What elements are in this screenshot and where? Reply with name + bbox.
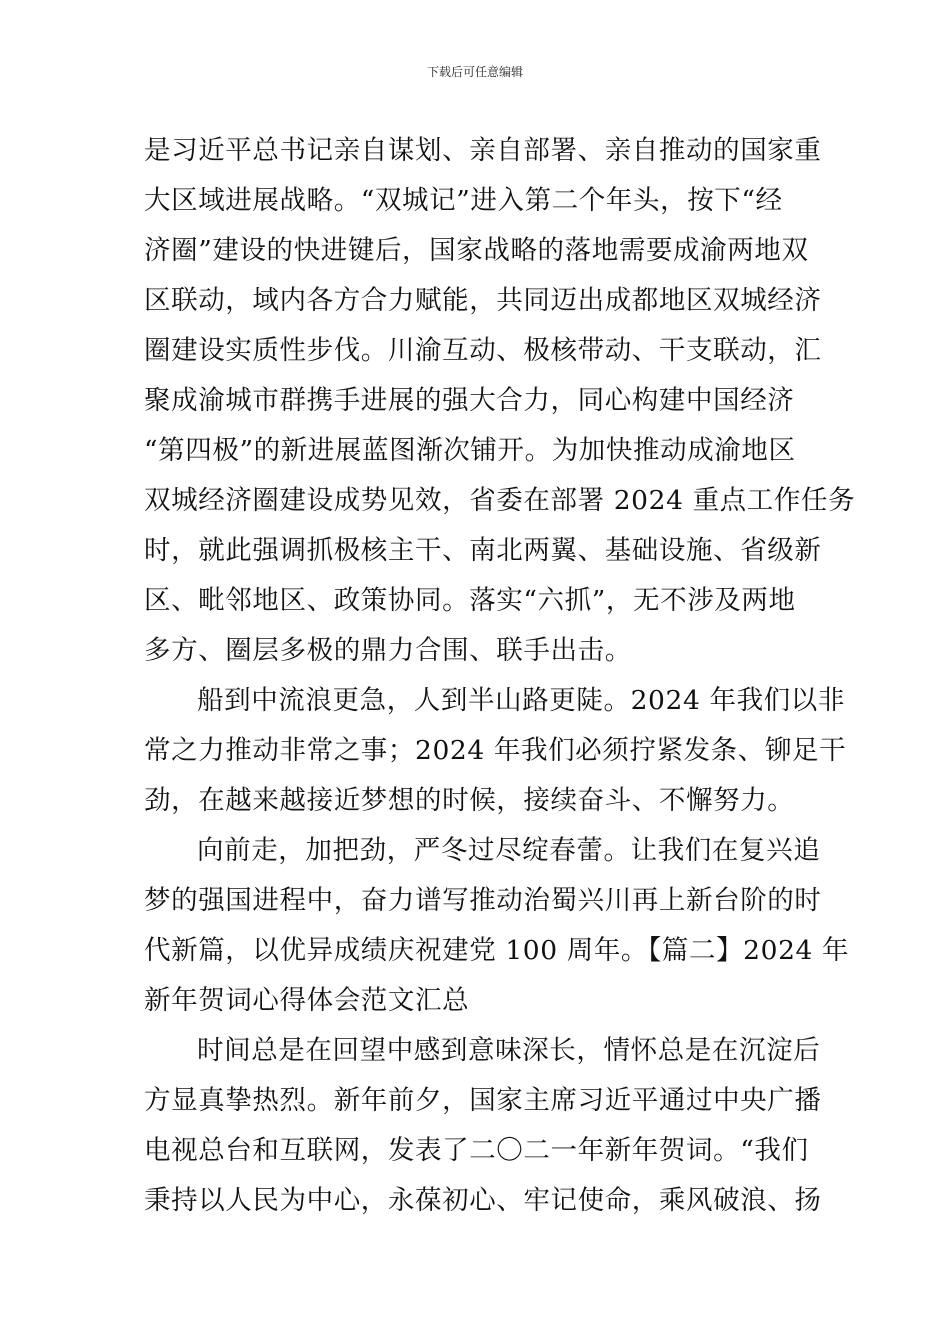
text-line: 多方、圈层多极的鼎力合围、联手出击。 — [144, 635, 632, 666]
text-line: 梦的强国进程中，奋力谱写推动治蜀兴川再上新台阶的时 — [144, 885, 822, 916]
text-line: 秉持以人民为中心，永葆初心、牢记使命，乘风破浪、扬 — [144, 1185, 822, 1216]
text-line: 圈建设实质性步伐。川渝互动、极核带动、干支联动，汇 — [144, 335, 822, 366]
text-line: 是习近平总书记亲自谋划、亲自部署、亲自推动的国家重 — [144, 135, 822, 166]
text-line: 大区域进展战略。“双城记”进入第二个年头，按下“经 — [144, 185, 783, 216]
text-line: 新年贺词心得体会范文汇总 — [144, 985, 470, 1016]
text-line: 电视总台和互联网，发表了二〇二一年新年贺词。“我们 — [144, 1135, 809, 1166]
text-line: 济圈”建设的快进键后，国家战略的落地需要成渝两地双 — [144, 235, 809, 266]
text-line: 双城经济圈建设成势见效，省委在部署 2024 重点工作任务 — [144, 485, 856, 516]
text-line: 常之力推动非常之事；2024 年我们必须拧紧发条、铆足干 — [144, 735, 847, 766]
text-line: 方显真挚热烈。新年前夕，国家主席习近平通过中央广播 — [144, 1085, 822, 1116]
text-line: 时，就此强调抓极核主干、南北两翼、基础设施、省级新 — [144, 535, 822, 566]
text-line: 代新篇，以优异成绩庆祝建党 100 周年。【篇二】2024 年 — [144, 935, 850, 966]
paragraph-first-line: 时间总是在回望中感到意味深长，情怀总是在沉淀后 — [197, 1035, 821, 1066]
page-header-note: 下载后可任意编辑 — [426, 65, 523, 79]
text-line: 区、毗邻地区、政策协同。落实“六抓”，无不涉及两地 — [144, 585, 796, 616]
text-line: “第四极”的新进展蓝图渐次铺开。为加快推动成渝地区 — [144, 435, 796, 466]
document-body — [144, 126, 856, 1226]
text-line: 聚成渝城市群携手进展的强大合力，同心构建中国经济 — [144, 385, 795, 416]
text-line: 劲，在越来越接近梦想的时候，接续奋斗、不懈努力。 — [144, 785, 795, 816]
paragraph-first-line: 船到中流浪更急，人到半山路更陡。2024 年我们以非 — [197, 685, 845, 716]
paragraph-first-line: 向前走，加把劲，严冬过尽绽春蕾。让我们在复兴追 — [197, 835, 821, 866]
text-line: 区联动，域内各方合力赋能，共同迈出成都地区双城经济 — [144, 285, 822, 316]
